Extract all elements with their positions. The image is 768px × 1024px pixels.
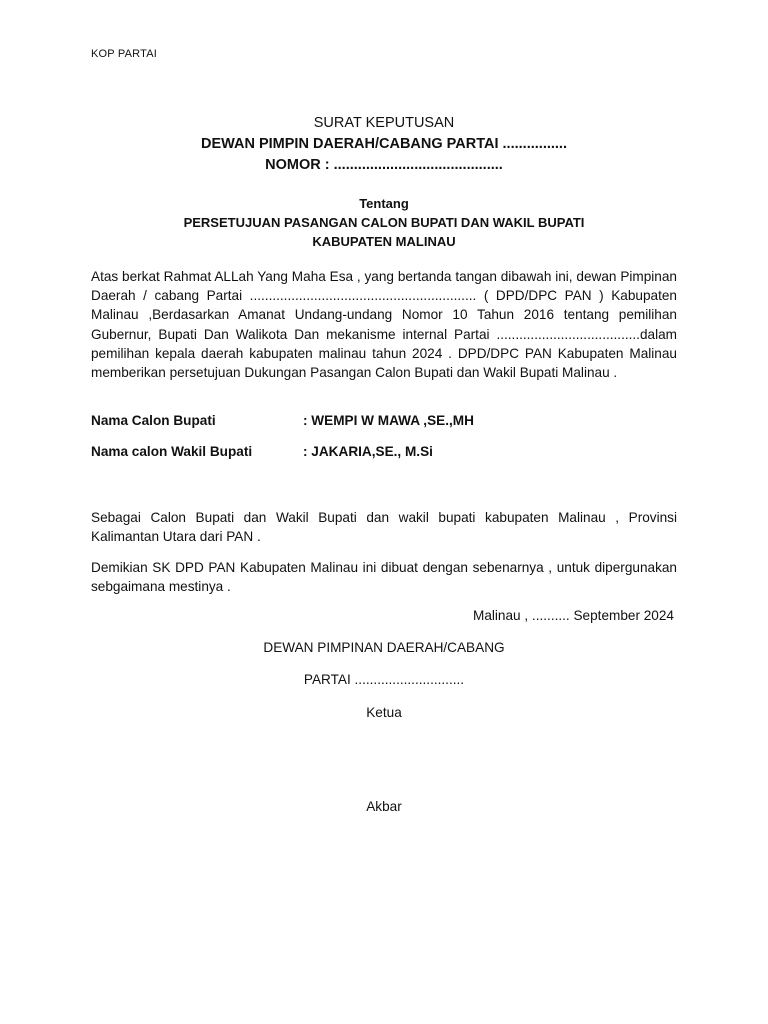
subject-line-1: Tentang bbox=[359, 196, 409, 211]
subject-line-3: KABUPATEN MALINAU bbox=[312, 234, 456, 249]
document-subject bbox=[0, 194, 768, 251]
title-line-3: NOMOR : .......................................... bbox=[265, 157, 503, 173]
document-title bbox=[0, 113, 768, 176]
candidate-value: : WEMPI W MAWA ,SE.,MH bbox=[303, 413, 474, 428]
body-paragraph-2: Sebagai Calon Bupati dan Wakil Bupati dan wakil bupati kabupaten Malinau , Provinsi Kalimantan Utara dari PAN . bbox=[91, 510, 677, 545]
subject-line-2: PERSETUJUAN PASANGAN CALON BUPATI DAN WAKIL BUPATI bbox=[183, 215, 585, 230]
body-paragraph-3: Demikian SK DPD PAN Kabupaten Malinau ini dibuat dengan sebenarnya , untuk dipergunakan sebgaimana mestinya . bbox=[91, 560, 677, 595]
title-line-2: DEWAN PIMPIN DAERAH/CABANG PARTAI ................ bbox=[200, 136, 567, 152]
letterhead-placeholder: KOP PARTAI bbox=[91, 48, 157, 60]
body-paragraph-1: Atas berkat Rahmat ALLah Yang Maha Esa , yang bertanda tangan dibawah ini, dewan Pimpinan Daerah / cabang Partai ............................................................ ( DPD/DPC PAN ) Kabupaten Malinau ,Berdasarkan Amanat Undang-undang Nomor 10 Tahun 2016 tentang pemilihan Gubernur, Bupati Dan Walikota Dan mekanisme internal Partai ......................................dalam pemilihan kepala daerah kabupaten malinau tahun 2024 . DPD/DPC PAN Kabupaten Malinau memberikan persetujuan Dukungan Pasangan Calon Bupati dan Wakil Bupati Malinau . bbox=[91, 269, 677, 381]
signature-position: Ketua bbox=[366, 705, 402, 720]
candidate-label: Nama calon Wakil Bupati bbox=[91, 444, 253, 459]
signature-org-line-1: DEWAN PIMPINAN DAERAH/CABANG bbox=[263, 640, 505, 655]
place-date: Malinau , .......... September 2024 bbox=[473, 608, 674, 623]
candidate-label: Nama Calon Bupati bbox=[91, 413, 216, 428]
title-line-1: SURAT KEPUTUSAN bbox=[313, 115, 455, 131]
candidate-value: : JAKARIA,SE., M.Si bbox=[303, 444, 433, 459]
signature-org-line-2: PARTAI ............................. bbox=[303, 672, 465, 687]
signatory-name: Akbar bbox=[366, 799, 402, 814]
